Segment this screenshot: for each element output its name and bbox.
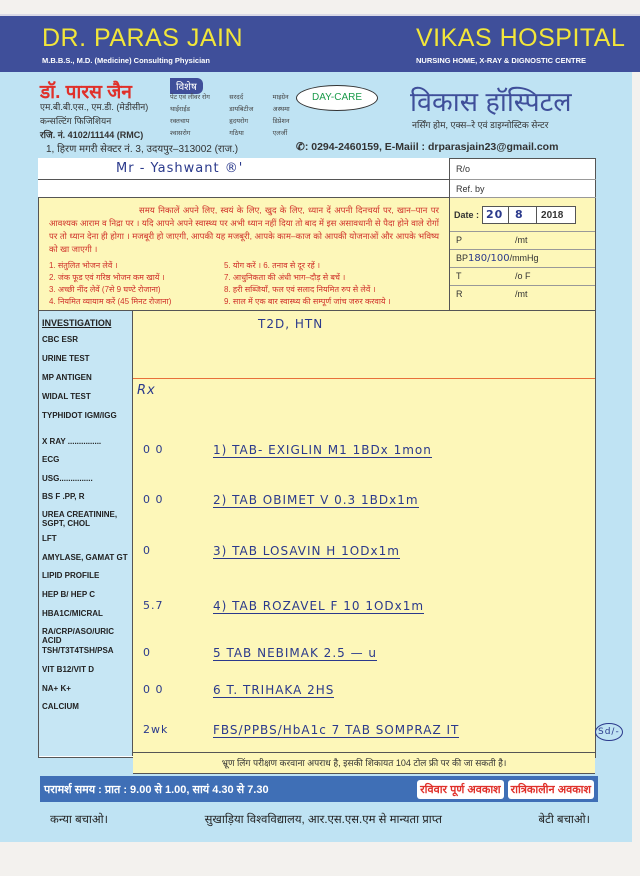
medication-row (143, 683, 593, 698)
temp-unit: /o F (515, 271, 531, 281)
medication-row (143, 493, 593, 508)
health-tip: 5. योग करें । 6. तनाव से दूर रहें । (224, 261, 321, 270)
contact-info (296, 141, 558, 153)
speciality-label: विशेष (170, 78, 203, 94)
date-label: Date : (454, 209, 480, 220)
health-tip: 7. आधुनिकता की अंधी भाग–दौड़ से बचें । (224, 273, 346, 282)
investigation-title: INVESTIGATION (42, 318, 112, 328)
speciality-item: एलर्जी (272, 130, 288, 137)
blank-row (38, 180, 450, 198)
investigation-item: MP ANTIGEN (42, 373, 92, 382)
investigation-item: RA/CRP/ASO/URIC ACID (42, 627, 115, 645)
advice-paragraph: समय निकालें अपने लिए, स्वयं के लिए, खुद के लिए, ध्यान दें अपनी दिनचर्या पर, खान–पान पर आवश्यक आराम व निद्रा पर । यदि आपने अपने स्वास्थ्य पर अभी ध्यान नहीं दिया तो बाद में इस असावधानी से पैदा होने वाले रोगों पर तो ध्यान देना ही होगा । मजबूरी हो जाएगी, आपकी यह मजबूरी, आपके काम–काज को आपकी योजनाओं और आपके भविष्य को खा जाएगी । (49, 205, 439, 254)
hospital-subtitle-en: NURSING HOME, X-RAY & DIGNOSTIC CENTRE (416, 56, 587, 65)
health-tip: 1. संतुलित भोजन लेवें । (49, 261, 118, 270)
speciality-item: रक्तचाप (170, 118, 190, 125)
registration-number: रजि. नं. 4102/11144 (RMC) (40, 130, 144, 140)
header-band (0, 14, 640, 72)
doctor-name-en: DR. PARAS JAIN (42, 24, 244, 52)
health-advice (39, 198, 450, 310)
investigation-item: LFT (42, 534, 57, 543)
investigation-item: AMYLASE, GAMAT GT (42, 553, 128, 562)
medication-text: FBS/PPBS/HbA1c 7 TAB SOMPRAZ IT (213, 723, 460, 737)
residence-field: R/o (450, 158, 596, 180)
investigation-item: LIPID PROFILE (42, 571, 100, 580)
speciality-item: श्वासरोग (170, 130, 191, 137)
referred-by-field: Ref. by (450, 180, 596, 198)
investigation-item: HBA1C/MICRAL (42, 609, 103, 618)
rx-symbol: Rx (137, 383, 156, 398)
bp-value: 180/100 (468, 253, 510, 264)
sunday-closed: रविवार पूर्ण अवकाश (417, 780, 504, 799)
investigation-item: BS F .PP, R (42, 492, 85, 501)
date-row (450, 198, 595, 232)
health-tip: 4. नियमित व्यायाम करें (45 मिनट रोजाना) (49, 297, 172, 306)
health-tip: 8. हरी सब्जियाँ, फल एवं सलाद नियमित रुप से लेवें । (224, 285, 376, 294)
speciality-item: माइग्रेन (272, 94, 289, 101)
investigation-item: UREA CREATININE, SGPT, CHOL (42, 510, 118, 528)
medication-row (143, 544, 593, 559)
speciality-item: डायबिटीज (229, 106, 254, 113)
phone-icon: ✆ (296, 141, 305, 153)
pulse-label: P (456, 235, 463, 245)
resp-unit: /mt (515, 289, 528, 299)
medication-text: 5 TAB NEBIMAK 2.5 — u (213, 646, 377, 660)
bp-unit: /mmHg (509, 253, 539, 263)
pulse-unit: /mt (515, 235, 528, 245)
investigation-item: TYPHIDOT IGM/IGG (42, 411, 117, 420)
medication-text: 6 T. TRIHAKA 2HS (213, 683, 335, 697)
address: 1, हिरण मगरी सेक्टर नं. 3, उदयपुर–313002 (राज.) (46, 144, 239, 155)
medication-text: 2) TAB OBIMET V 0.3 1BDx1m (213, 493, 419, 507)
speciality-list (170, 92, 305, 137)
speciality-item: सरदर्द (229, 94, 244, 101)
night-closed: रात्रिकालीन अवकाश (508, 780, 594, 799)
health-tip: 9. साल में एक बार स्वास्थ्य की सम्पूर्ण जांच जरुर करवाये । (224, 297, 391, 306)
medication-row (143, 723, 593, 738)
resp-row (450, 286, 595, 304)
investigation-item: URINE TEST (42, 354, 90, 363)
medication-row (143, 443, 593, 458)
speciality-item: डिप्रेशन (272, 118, 290, 125)
health-tip: 2. जंक फूड एवं गरिष्ठ भोजन कम खायें । (49, 273, 165, 282)
hospital-name-en: VIKAS HOSPITAL (416, 24, 626, 52)
vitals-panel (450, 198, 595, 310)
investigation-item: VIT B12/VIT D (42, 665, 95, 674)
pulse-row (450, 232, 595, 250)
medication-dose: 0 (143, 646, 151, 659)
temp-row (450, 268, 595, 286)
diagnosis: T2D, HTN (258, 317, 324, 331)
investigation-item: TSH/T3T4TSH/PSA (42, 646, 114, 655)
speciality-item: गठिया (229, 130, 244, 137)
investigation-item: X RAY ............... (42, 437, 102, 446)
speciality-item: हृदयरोग (229, 118, 249, 125)
doctor-role-hi: कन्सल्टिंग फिजिशियन (40, 116, 112, 126)
resp-label: R (456, 289, 463, 299)
medication-dose: 0 0 (143, 443, 164, 456)
bp-label: BP (456, 253, 469, 263)
medication-dose: 0 0 (143, 493, 164, 506)
medication-row (143, 599, 593, 614)
investigation-item: WIDAL TEST (42, 392, 91, 401)
medication-text: 1) TAB- EXIGLIN M1 1BDx 1mon (213, 443, 432, 457)
bp-row (450, 250, 595, 268)
doctor-name-hi: डॉ. पारस जैन (40, 82, 132, 103)
patient-name: Mr - Yashwant ®' (116, 161, 244, 176)
date-day: 20 (483, 207, 509, 223)
investigation-item: CALCIUM (42, 702, 79, 711)
investigation-item: NA+ K+ (42, 684, 71, 693)
medication-text: 3) TAB LOSAVIN H 1ODx1m (213, 544, 400, 558)
temp-label: T (456, 271, 462, 281)
speciality-item: पेट एवं लीवर रोग (170, 94, 210, 101)
doctor-qualification-hi: एम.बी.बी.एस., एम.डी. (मेडीसीन) (40, 102, 149, 112)
slogan-right: बेटी बचाओ। (538, 814, 590, 826)
medication-row (143, 646, 593, 661)
speciality-item: अस्थमा (272, 106, 290, 113)
timing-bar (40, 776, 598, 802)
day-care-badge: DAY-CARE (296, 85, 378, 111)
medication-dose: 0 (143, 544, 151, 557)
date-year: 2018 (541, 209, 564, 221)
tips-right (224, 260, 391, 308)
medication-dose: 2wk (143, 723, 169, 736)
hospital-subtitle-hi: नर्सिंग होम, एक्स–रे एवं डाइग्नोस्टिक सेन्टर (412, 120, 549, 130)
slogan-middle: सुखाड़िया विश्वविद्यालय, आर.एस.एस.एम से मान्यता प्राप्त (204, 814, 442, 826)
investigation-item: USG............... (42, 474, 93, 483)
legal-notice: भ्रूण लिंग परीक्षण करवाना अपराध है, इसकी शिकायत 104 टोल फ्री पर की जा सकती है। (133, 752, 595, 774)
signature: Sd/- (595, 723, 623, 741)
slogan-left: कन्या बचाओ। (50, 814, 109, 826)
diagnosis-divider (133, 378, 595, 379)
investigation-item: HEP B/ HEP C (42, 590, 96, 599)
consultation-timing: परामर्श समय : प्रात : 9.00 से 1.00, सायं 4.30 से 7.30 (44, 783, 269, 796)
footer-slogans (50, 812, 590, 827)
hospital-name-hi: विकास हॉस्पिटल (410, 87, 572, 117)
phone-email: : 0294-2460159, E-Maiil : drparasjain23@gmail.com (304, 141, 559, 153)
medication-dose: 0 0 (143, 683, 164, 696)
medication-text: 4) TAB ROZAVEL F 10 1ODx1m (213, 599, 425, 613)
date-month: 8 (509, 207, 537, 223)
tips-left (49, 260, 224, 308)
rx-area (133, 310, 620, 752)
investigation-item: CBC ESR (42, 335, 79, 344)
medication-dose: 5.7 (143, 599, 164, 612)
patient-name-row (38, 158, 450, 180)
health-tip: 3. अच्छी नींद लेवें (7से 9 घण्टे रोजाना) (49, 285, 161, 294)
speciality-item: थाईराईड (170, 106, 191, 113)
investigation-item: ECG (42, 455, 60, 464)
doctor-qualification-en: M.B.B.S., M.D. (Medicine) Consulting Physician (42, 56, 210, 65)
